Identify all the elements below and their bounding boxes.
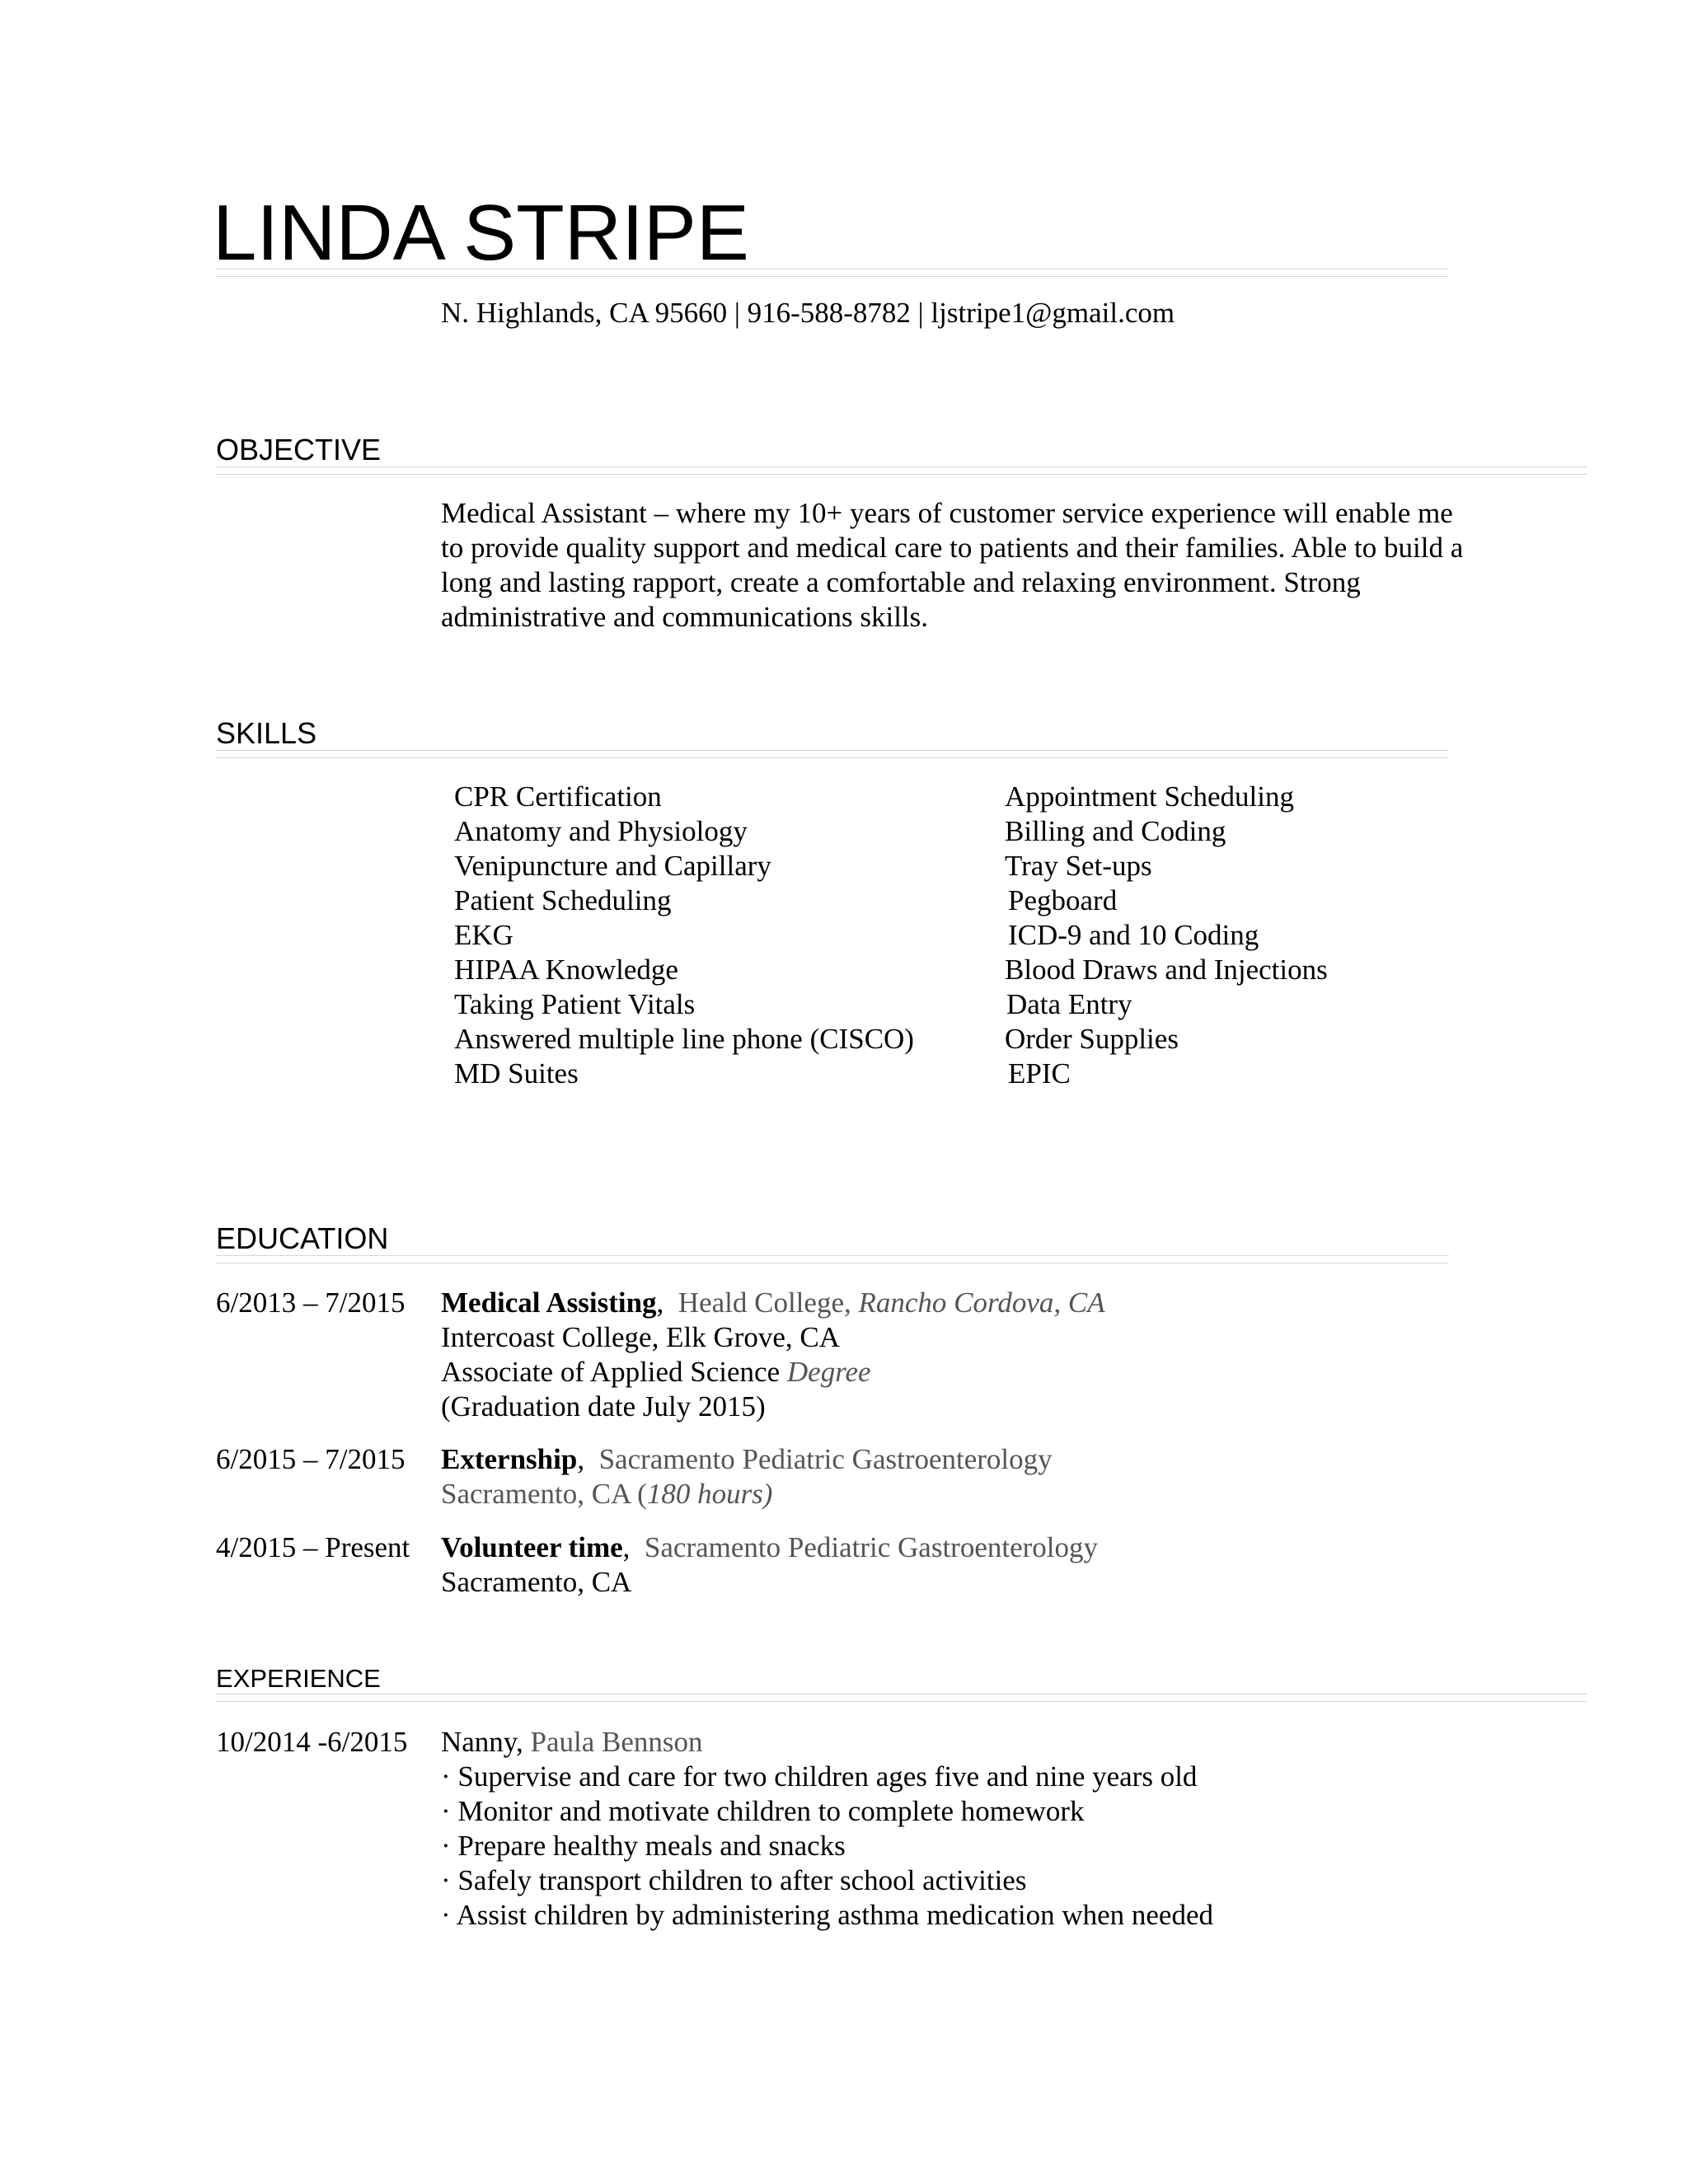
education-location: Rancho Cordova, CA bbox=[858, 1286, 1105, 1319]
education-divider bbox=[216, 1255, 1449, 1256]
objective-divider bbox=[216, 466, 1587, 467]
skill-item: Tray Set-ups bbox=[1005, 850, 1152, 882]
skill-item: Data Entry bbox=[1006, 988, 1132, 1020]
education-title: Externship bbox=[441, 1443, 578, 1475]
education-line: (Graduation date July 2015) bbox=[441, 1390, 766, 1422]
objective-divider-2 bbox=[216, 474, 1587, 475]
skill-item: Venipuncture and Capillary bbox=[454, 850, 771, 882]
experience-bullet: · Monitor and motivate children to complete homework bbox=[441, 1795, 1085, 1827]
experience-bullet: · Assist children by administering asthma medication when needed bbox=[441, 1899, 1214, 1931]
education-date: 6/2013 – 7/2015 bbox=[216, 1286, 406, 1319]
education-hours: 180 hours) bbox=[646, 1478, 773, 1510]
experience-bullet: · Supervise and care for two children ages five and nine years old bbox=[441, 1760, 1198, 1793]
education-date: 6/2015 – 7/2015 bbox=[216, 1443, 406, 1475]
education-org: Heald College, bbox=[678, 1286, 851, 1319]
skill-item: CPR Certification bbox=[454, 780, 662, 813]
education-entry bbox=[441, 1530, 1098, 1600]
contact-line: N. Highlands, CA 95660 | 916-588-8782 | ljstripe1@gmail.com bbox=[441, 297, 1175, 329]
education-degree-type: Degree bbox=[786, 1356, 871, 1388]
objective-line: to provide quality support and medical care to patients and their families. Able to build a bbox=[441, 532, 1464, 564]
section-heading-experience: EXPERIENCE bbox=[216, 1664, 381, 1693]
experience-entry bbox=[441, 1725, 1213, 1933]
education-date: 4/2015 – Present bbox=[216, 1531, 410, 1563]
skill-item: HIPAA Knowledge bbox=[454, 954, 678, 986]
objective-line: administrative and communications skills. bbox=[441, 601, 929, 633]
education-line: Intercoast College, Elk Grove, CA bbox=[441, 1321, 841, 1353]
education-entry bbox=[441, 1286, 1105, 1424]
skill-item: EPIC bbox=[1008, 1057, 1071, 1090]
skill-item: Appointment Scheduling bbox=[1005, 780, 1294, 813]
name-divider-2 bbox=[216, 276, 1449, 277]
skill-item: Answered multiple line phone (CISCO) bbox=[454, 1023, 914, 1055]
skill-item: EKG bbox=[454, 919, 513, 951]
education-title: Volunteer time bbox=[441, 1531, 623, 1563]
experience-employer: Paula Bennson bbox=[530, 1726, 703, 1758]
experience-bullet: · Safely transport children to after school activities bbox=[441, 1864, 1027, 1896]
section-heading-education: EDUCATION bbox=[216, 1221, 389, 1255]
skill-item: Blood Draws and Injections bbox=[1005, 954, 1328, 986]
education-title-line: Medical Assisting, Heald College, Rancho Cordova, CA bbox=[441, 1286, 1105, 1319]
education-org: Sacramento Pediatric Gastroenterology bbox=[644, 1531, 1099, 1563]
skill-item: Order Supplies bbox=[1005, 1023, 1179, 1055]
skill-item: ICD-9 and 10 Coding bbox=[1008, 919, 1259, 951]
skills-right-column bbox=[1005, 780, 1328, 1091]
education-line: Sacramento, CA bbox=[441, 1566, 632, 1598]
objective-line: long and lasting rapport, create a comfortable and relaxing environment. Strong bbox=[441, 566, 1361, 598]
experience-divider-2 bbox=[216, 1701, 1587, 1702]
skill-item: Billing and Coding bbox=[1005, 815, 1226, 847]
skill-item: Anatomy and Physiology bbox=[454, 815, 748, 847]
education-degree-line bbox=[441, 1355, 1105, 1390]
skill-item: Taking Patient Vitals bbox=[454, 988, 696, 1020]
skills-divider-2 bbox=[216, 757, 1449, 758]
experience-bullet: · Prepare healthy meals and snacks bbox=[441, 1830, 846, 1862]
objective-text bbox=[441, 496, 1463, 635]
education-title-line: Volunteer time, Sacramento Pediatric Gastroenterology bbox=[441, 1531, 1099, 1563]
skill-item: Pegboard bbox=[1008, 884, 1118, 916]
section-heading-skills: SKILLS bbox=[216, 716, 317, 750]
experience-title: Nanny, bbox=[441, 1726, 523, 1758]
education-title-line: Externship, Sacramento Pediatric Gastroenterology bbox=[441, 1443, 1053, 1475]
education-entry bbox=[441, 1442, 1053, 1511]
section-heading-objective: OBJECTIVE bbox=[216, 433, 382, 466]
experience-title-line bbox=[441, 1725, 1213, 1760]
education-location: Sacramento, CA ( bbox=[441, 1478, 647, 1510]
skill-item: MD Suites bbox=[454, 1057, 579, 1090]
objective-line: Medical Assistant – where my 10+ years of customer service experience will enable me bbox=[441, 497, 1453, 529]
education-location-line bbox=[441, 1477, 1053, 1511]
education-org: Sacramento Pediatric Gastroenterology bbox=[598, 1443, 1053, 1475]
skills-left-column bbox=[454, 780, 914, 1091]
skills-divider bbox=[216, 750, 1449, 751]
education-degree: Associate of Applied Science bbox=[441, 1356, 781, 1388]
candidate-name: LINDA STRIPE bbox=[213, 189, 749, 277]
experience-date: 10/2014 -6/2015 bbox=[216, 1726, 408, 1758]
skill-item: Patient Scheduling bbox=[454, 884, 672, 916]
education-title: Medical Assisting bbox=[441, 1286, 657, 1319]
